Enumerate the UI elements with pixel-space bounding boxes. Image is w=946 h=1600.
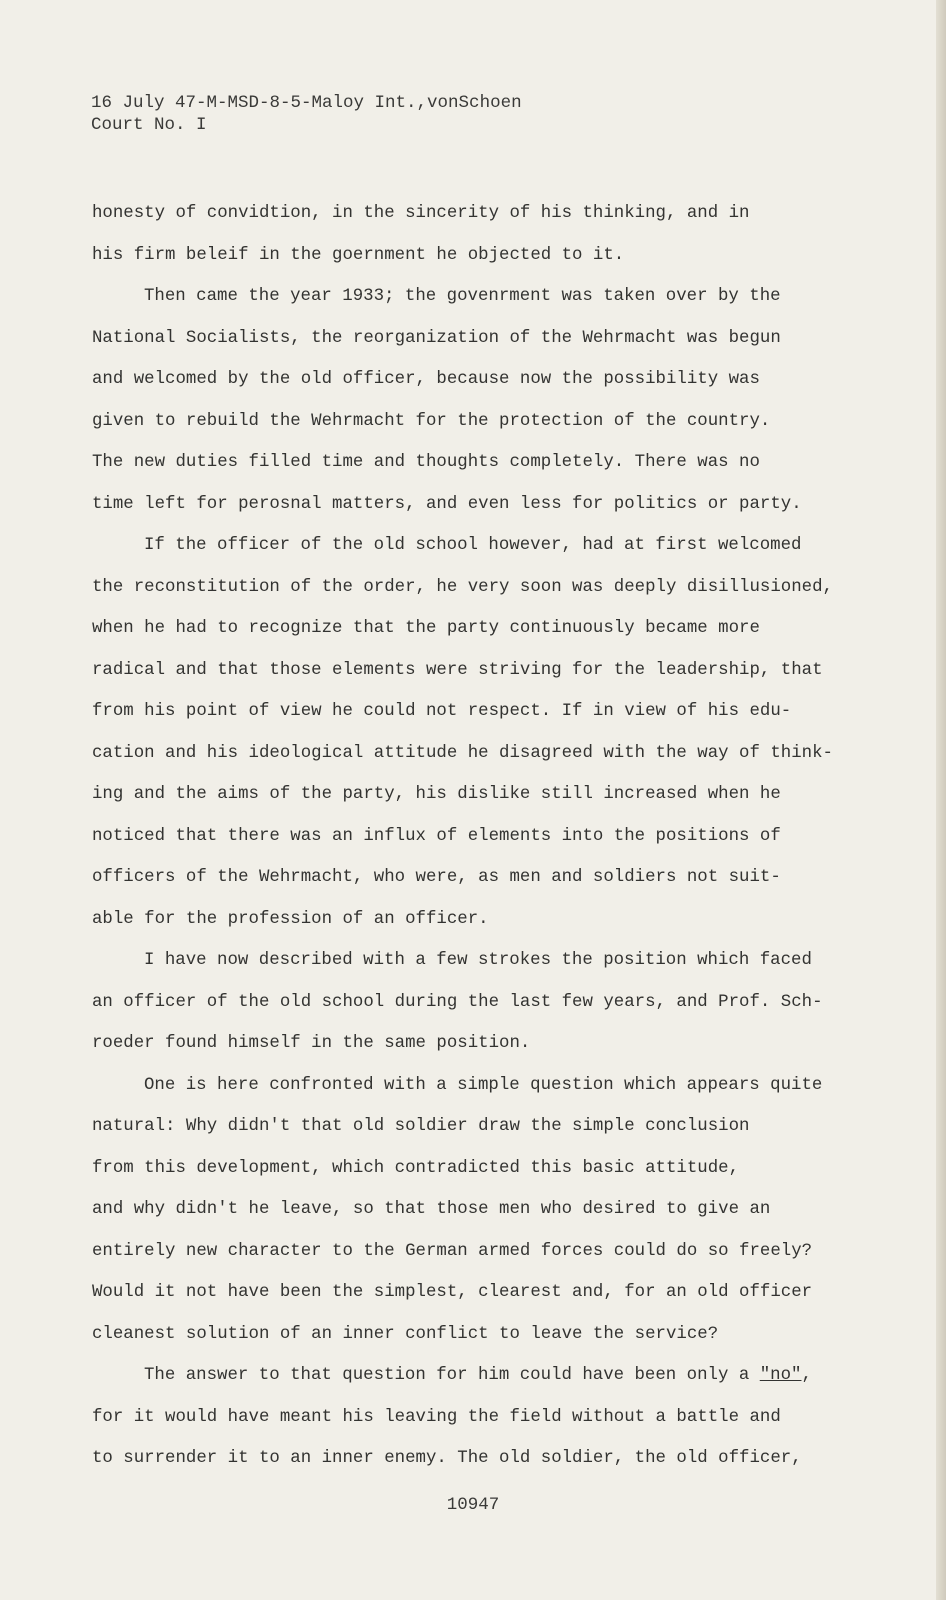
text-line: National Socialists, the reorganization of the Wehrmacht was begun: [92, 328, 781, 348]
document-header: [91, 92, 522, 136]
text-line: when he had to recognize that the party continuously became more: [92, 619, 760, 638]
paragraph-start-line: Then came the year 1933; the govenrment was taken over by the: [144, 287, 781, 306]
text-line: honesty of convidtion, in the sincerity of his thinking, and in: [92, 204, 750, 223]
paragraph-start-line: I have now described with a few strokes the position which faced: [144, 951, 812, 970]
text-line: the reconstitution of the order, he very soon was deeply disillusioned,: [92, 577, 833, 597]
text-line: from this development, which contradicted this basic attitude,: [92, 1158, 740, 1178]
paragraph-start-line: One is here confronted with a simple question which appears quite: [144, 1075, 823, 1095]
paragraph-start-line: [92, 1355, 822, 1397]
text-line: his firm beleif in the goernment he objected to it.: [92, 245, 625, 265]
text-line: cation and his ideological attitude he disagreed with the way of think-: [92, 743, 833, 763]
text-line: entirely new character to the German armed forces could do so freely?: [92, 1241, 813, 1261]
text-line: natural: Why didn't that old soldier draw the simple conclusion: [92, 1117, 750, 1136]
header-reference-line: 16 July 47-M-MSD-8-5-Maloy Int.,vonSchoen: [91, 93, 522, 113]
document-body: [92, 193, 833, 1480]
answer-line-punctuation: ,: [801, 1366, 812, 1385]
underlined-answer-word: "no": [759, 1366, 802, 1385]
text-line: cleanest solution of an inner conflict to leave the service?: [92, 1324, 719, 1344]
header-court-line: Court No. I: [91, 115, 207, 135]
page-number: 10947: [446, 1495, 500, 1515]
text-line: to surrender it to an inner enemy. The old soldier, the old officer,: [92, 1449, 802, 1468]
text-line: an officer of the old school during the last few years, and Prof. Sch-: [92, 992, 823, 1012]
paragraph-start-line: If the officer of the old school however, had at first welcomed: [144, 536, 802, 555]
text-line: The new duties filled time and thoughts completely. There was no: [92, 453, 760, 472]
text-line: roeder found himself in the same position.: [92, 1034, 531, 1053]
text-line: from his point of view he could not respect. If in view of his edu-: [92, 702, 792, 721]
answer-line-text: The answer to that question for him could have been only a: [144, 1366, 760, 1385]
text-line: for it would have meant his leaving the field without a battle and: [92, 1407, 781, 1427]
text-line: ing and the aims of the party, his dislike still increased when he: [92, 785, 781, 804]
text-line: and why didn't he leave, so that those men who desired to give an: [92, 1200, 771, 1219]
text-line: officers of the Wehrmacht, who were, as men and soldiers not suit-: [92, 868, 781, 887]
text-line: Would it not have been the simplest, clearest and, for an old officer: [92, 1283, 813, 1302]
text-line: time left for perosnal matters, and even less for politics or party.: [92, 494, 802, 514]
text-line: noticed that there was an influx of elements into the positions of: [92, 826, 781, 846]
text-line: given to rebuild the Wehrmacht for the protection of the country.: [92, 411, 771, 431]
text-line: able for the profession of an officer.: [92, 909, 489, 929]
text-line: and welcomed by the old officer, because now the possibility was: [92, 370, 760, 389]
text-line: radical and that those elements were striving for the leadership, that: [92, 660, 823, 680]
